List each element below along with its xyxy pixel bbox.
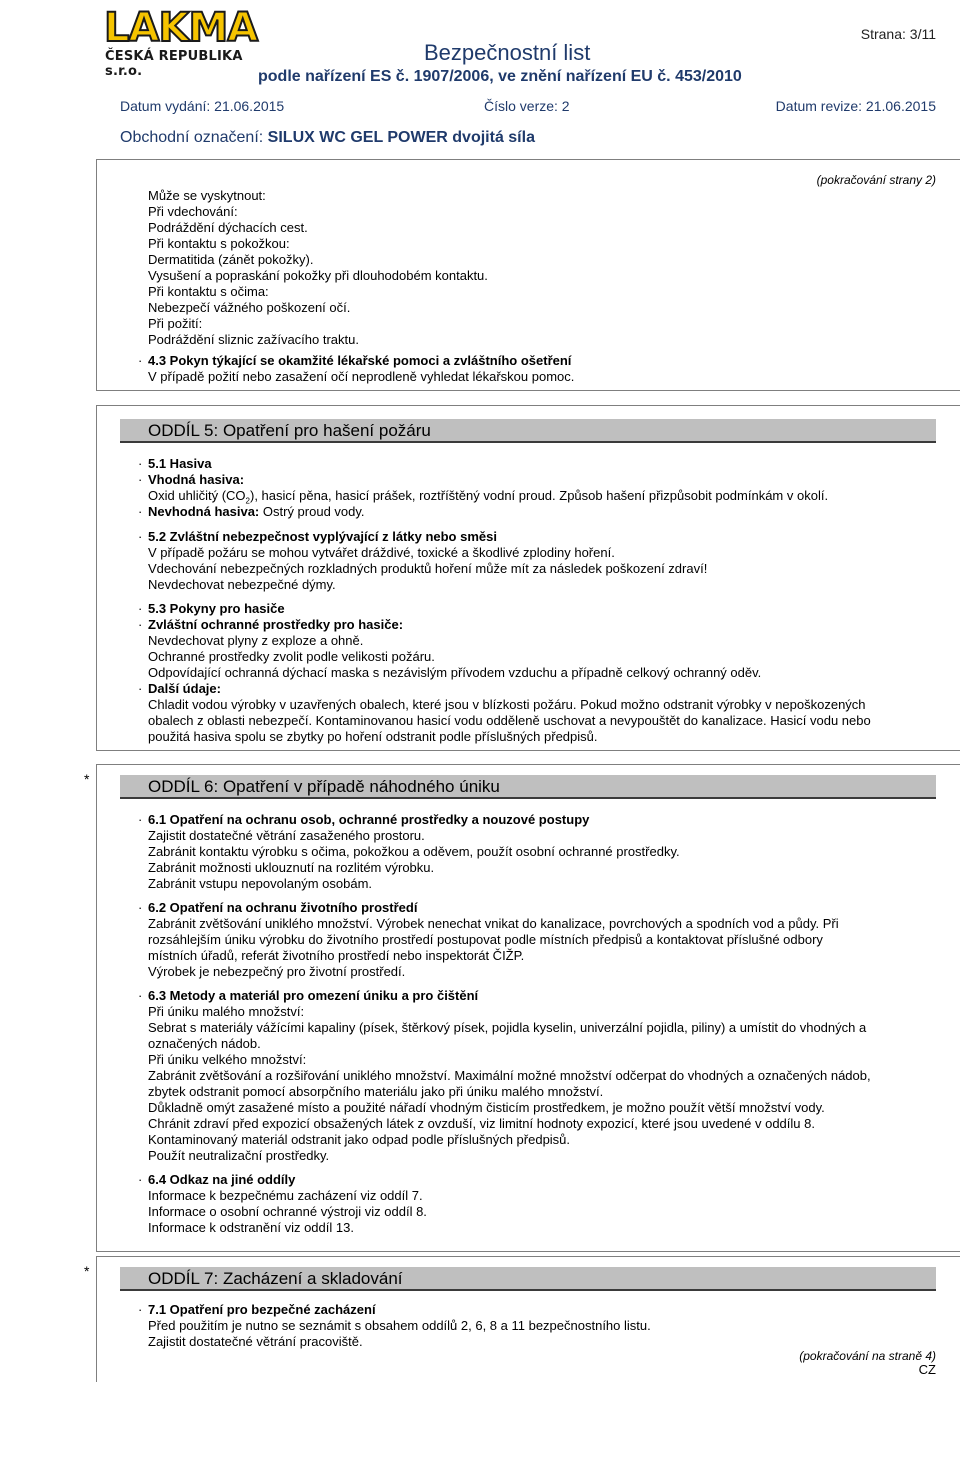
subsection-6-4-text: Informace o osobní ochranné výstroji viz oddíl 8. (148, 1204, 427, 1219)
symptom-line: Při kontaktu s pokožkou: (148, 236, 290, 251)
subsection-6-3-text: Zabránit zvětšování a rozšiřování uniklého množství. Maximální možné množství odčerpat do vhodných a označených nádob, (148, 1068, 871, 1083)
document-title: Bezpečnostní list (424, 40, 591, 65)
subsection-6-4-heading: 6.4 Odkaz na jiné oddíly (148, 1172, 296, 1187)
bullet-dot: · (138, 529, 143, 544)
unsuitable-extinguishers-label: Nevhodná hasiva: (148, 504, 260, 519)
symptom-line: Může se vyskytnout: (148, 188, 266, 203)
subsection-7-1-text: Zajistit dostatečné větrání pracoviště. (148, 1334, 363, 1349)
logo-subtitle: ČESKÁ REPUBLIKA s.r.o. (105, 49, 243, 79)
symptom-line: Při kontaktu s očima: (148, 284, 269, 299)
trade-name-label: Obchodní označení: (120, 129, 264, 146)
logo-wordmark: LAKMA (104, 5, 258, 51)
subsection-6-3-text: označených nádob. (148, 1036, 261, 1051)
subsection-6-3-text: Důkladně omýt zasažené místo a použité nářadí vhodným čisticím prostředkem, je možno použít větší množství vody. (148, 1100, 825, 1115)
subsection-6-3-text: Při úniku velkého množství: (148, 1052, 307, 1067)
bullet-dot: · (138, 900, 143, 915)
unsuitable-extinguishers-line (148, 504, 365, 520)
subsection-5-3-text: Ochranné prostředky zvolit podle velikosti požáru. (148, 649, 435, 664)
bullet-dot: · (138, 504, 143, 519)
subsection-5-3-text: Odpovídající ochranná dýchací maska s nezávislým přívodem vzduchu a případně celkový ochranný oděv. (148, 665, 762, 680)
suitable-extinguishers-label: Vhodná hasiva: (148, 472, 245, 487)
subsection-4-3-heading: 4.3 Pokyn týkající se okamžité lékařské pomoci a zvláštního ošetření (148, 353, 572, 368)
subsection-6-3-text: Použít neutralizační prostředky. (148, 1148, 330, 1163)
symptom-line: Při požití: (148, 316, 203, 331)
bullet-dot: · (138, 988, 143, 1003)
trade-name-line (120, 129, 535, 147)
subsection-5-2-text: Vdechování nebezpečných rozkladných produktů hoření může mít za následek poškození zdraví! (148, 561, 708, 576)
subsection-6-4-text: Informace k odstranění viz oddíl 13. (148, 1220, 354, 1235)
additional-info-text: Chladit vodou výrobky v uzavřených obalech, které jsou v blízkosti požáru. Pokud možno odstranit výrobky v nepoškozených (148, 697, 866, 712)
company-logo (104, 5, 274, 79)
section-5-title: ODDÍL 5: Opatření pro hašení požáru (148, 421, 431, 440)
subsection-6-2-text: rozsáhlejším úniku výrobku do životního prostředí postupovat podle místních předpisů a kontaktovat příslušné odbory (148, 932, 823, 947)
revision-date: Datum revize: 21.06.2015 (775, 98, 936, 114)
bullet-dot: · (138, 353, 143, 368)
page-number: Strana: 3/11 (860, 26, 936, 42)
trade-name-value: SILUX WC GEL POWER dvojitá síla (267, 129, 535, 146)
subsection-6-2-text: Výrobek je nebezpečný pro životní prostředí. (148, 964, 406, 979)
additional-info-text: obalech z oblasti nebezpečí. Kontaminovanou hasicí vodu odděleně uschovat a nevypouštět do kanalizace. Hasicí vodu nebo (148, 713, 871, 728)
subscript: 2 (245, 496, 250, 506)
bullet-dot: · (138, 617, 143, 632)
symptom-line: Vysušení a popraskání pokožky při dlouhodobém kontaktu. (148, 268, 488, 283)
subsection-6-2-heading: 6.2 Opatření na ochranu životního prostředí (148, 900, 418, 915)
subsection-6-1-heading: 6.1 Opatření na ochranu osob, ochranné prostředky a nouzové postupy (148, 812, 590, 827)
subsection-5-2-heading: 5.2 Zvláštní nebezpečnost vyplývající z látky nebo směsi (148, 529, 497, 544)
subsection-5-2-text: V případě požáru se mohou vytvářet dráždivé, toxické a škodlivé zplodiny hoření. (148, 545, 615, 560)
subsection-5-1-heading: 5.1 Hasiva (148, 456, 212, 471)
subsection-6-1-text: Zabránit možnosti uklouznutí na rozlitém výrobku. (148, 860, 435, 875)
subsection-7-1-text: Před použitím je nutno se seznámit s obsahem oddílů 2, 6, 8 a 11 bezpečnostního listu. (148, 1318, 651, 1333)
section-7-title: ODDÍL 7: Zacházení a skladování (148, 1269, 403, 1288)
bullet-dot: · (138, 1302, 143, 1317)
text-fragment: ), hasicí pěna, hasicí prášek, roztříštěný vodní proud. Způsob hašení přizpůsobit podmínkám v okolí. (249, 488, 829, 503)
subsection-6-3-heading: 6.3 Metody a materiál pro omezení úniku a pro čištění (148, 988, 479, 1003)
subsection-6-3-text: Při úniku malého množství: (148, 1004, 305, 1019)
version-number: Číslo verze: 2 (484, 98, 570, 114)
subsection-6-3-text: zbytek odstranit pomocí absorpčního materiálu jako při úniku malého množství. (148, 1084, 604, 1099)
document-subtitle: podle nařízení ES č. 1907/2006, ve znění nařízení EU č. 453/2010 (258, 68, 742, 85)
subsection-4-3-text: V případě požití nebo zasažení očí neprodleně vyhledat lékařskou pomoc. (148, 369, 575, 384)
bullet-dot: · (138, 601, 143, 616)
symptom-line: Při vdechování: (148, 204, 238, 219)
bullet-dot: · (138, 812, 143, 827)
subsection-6-3-text: Chránit zdraví před expozicí obsažených látek z ovzduší, viz limitní hodnoty expozicí, které jsou uvedené v oddílu 8. (148, 1116, 815, 1131)
subsection-6-1-text: Zabránit kontaktu výrobku s očima, pokožkou a oděvem, použít osobní ochranné prostředky. (148, 844, 680, 859)
subsection-5-3-heading: 5.3 Pokyny pro hasiče (148, 601, 285, 616)
bullet-dot: · (138, 681, 143, 696)
section-7-header (120, 1267, 936, 1291)
section-6-header (120, 775, 936, 799)
continuation-to-next: (pokračování na straně 4) (799, 1349, 936, 1363)
subsection-6-2-text: místních úřadů, referát životního prostředí nebo inspektorát ČIŽP. (148, 948, 525, 963)
symptom-line: Dermatitida (zánět pokožky). (148, 252, 314, 267)
subsection-5-3-text: Nevdechovat plyny z exploze a ohně. (148, 633, 364, 648)
revision-marker: * (84, 771, 90, 787)
subsection-6-1-text: Zabránit vstupu nepovolaným osobám. (148, 876, 373, 891)
continuation-from-previous: (pokračování strany 2) (816, 173, 936, 187)
subsection-5-2-text: Nevdechovat nebezpečné dýmy. (148, 577, 336, 592)
subsection-6-3-text: Kontaminovaný materiál odstranit jako odpad podle příslušných předpisů. (148, 1132, 571, 1147)
section-6-title: ODDÍL 6: Opatření v případě náhodného úniku (148, 777, 500, 796)
bullet-dot: · (138, 472, 143, 487)
bullet-dot: · (138, 456, 143, 471)
subsection-6-3-text: Sebrat s materiály vážícími kapaliny (písek, štěrkový písek, pojidla kyselin, univerzální pojidla, piliny) a umístit do vhodných a (148, 1020, 867, 1035)
subsection-7-1-heading: 7.1 Opatření pro bezpečné zacházení (148, 1302, 376, 1317)
additional-info-text: použitá hasiva spolu se zbytky po hoření odstranit podle příslušných předpisů. (148, 729, 598, 744)
additional-info-label: Další údaje: (148, 681, 221, 696)
symptom-line: Podráždění dýchacích cest. (148, 220, 308, 235)
subsection-6-4-text: Informace k bezpečnému zacházení viz oddíl 7. (148, 1188, 423, 1203)
section-5-header (120, 419, 936, 443)
language-code: CZ (918, 1362, 936, 1377)
revision-marker: * (84, 1263, 90, 1279)
subsection-6-2-text: Zabránit zvětšování uniklého množství. Výrobek nenechat vnikat do kanalizace, povrchových a spodních vod a půdy. Při (148, 916, 839, 931)
subsection-6-1-text: Zajistit dostatečné větrání zasaženého prostoru. (148, 828, 425, 843)
firefighter-equipment-label: Zvláštní ochranné prostředky pro hasiče: (148, 617, 404, 632)
text-fragment: Oxid uhličitý (CO (148, 488, 246, 503)
bullet-dot: · (138, 1172, 143, 1187)
unsuitable-extinguishers-text: Ostrý proud vody. (262, 504, 365, 519)
issue-date: Datum vydání: 21.06.2015 (120, 98, 285, 114)
symptom-line: Podráždění sliznic zažívacího traktu. (148, 332, 359, 347)
symptom-line: Nebezpečí vážného poškození očí. (148, 300, 351, 315)
